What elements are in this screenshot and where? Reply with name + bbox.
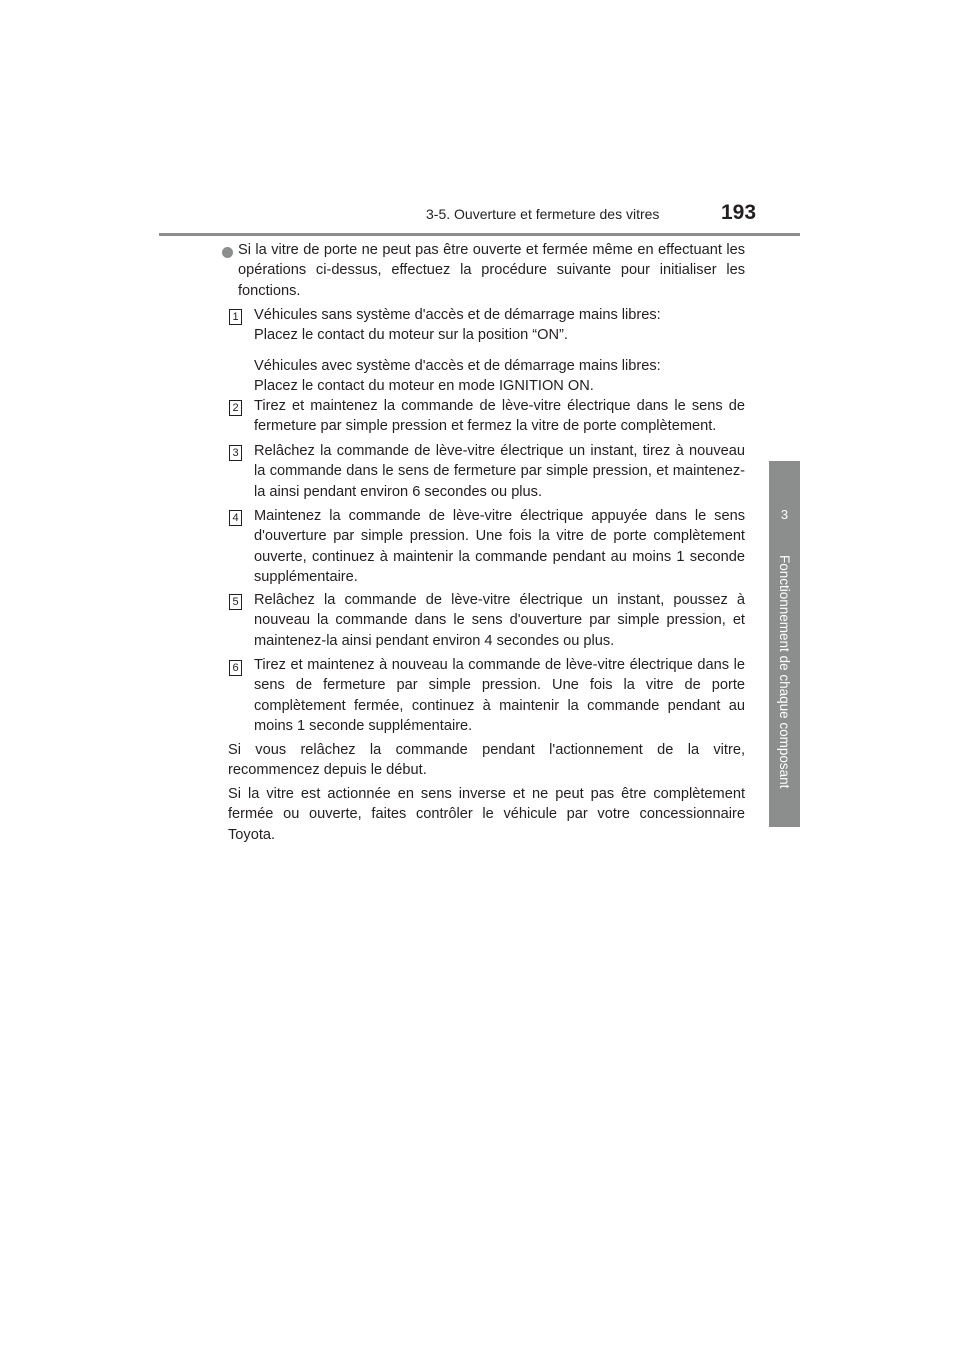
restart-note: Si vous relâchez la commande pendant l'actionnement de la vitre, recommencez depuis le début.	[228, 742, 745, 779]
step-1-line-4: Placez le contact du moteur en mode IGNITION ON.	[254, 378, 594, 395]
step-number-3: 3	[229, 445, 242, 461]
step-3-text: Relâchez la commande de lève-vitre électrique un instant, tirez à nouveau la commande dans le sens de fermeture par simple pression, et maintenez-la ainsi pendant environ 6 secondes ou plus.	[254, 443, 745, 500]
step-1-line-3: Véhicules avec système d'accès et de démarrage mains libres:	[254, 357, 661, 374]
step-2-text: Tirez et maintenez la commande de lève-vitre électrique dans le sens de fermeture par simple pression et fermez la vitre de porte complètement.	[254, 398, 745, 435]
step-number-6: 6	[229, 660, 242, 676]
step-4-text: Maintenez la commande de lève-vitre électrique appuyée dans le sens d'ouverture par simple pression. Une fois la vitre de porte complètement ouverte, continuez à maintenir la commande pendant au moins 1 seconde supplémentaire.	[254, 508, 745, 586]
section-title: 3-5. Ouverture et fermeture des vitres	[426, 206, 660, 222]
dealer-note: Si la vitre est actionnée en sens inverse et ne peut pas être complètement fermée ou ouverte, faites contrôler le véhicule par votre concessionnaire Toyota.	[228, 786, 745, 843]
page-number: 193	[721, 201, 757, 224]
step-1-text	[254, 305, 745, 397]
bullet-icon	[222, 247, 233, 258]
step-number-5: 5	[229, 594, 242, 610]
step-number-2: 2	[229, 400, 242, 416]
step-1-line-1: Véhicules sans système d'accès et de démarrage mains libres:	[254, 307, 661, 323]
step-5-text: Relâchez la commande de lève-vitre électrique un instant, poussez à nouveau la commande dans le sens d'ouverture par simple pression, et maintenez-la ainsi pendant environ 4 secondes ou plus.	[254, 592, 745, 649]
step-number-1: 1	[229, 309, 242, 325]
header-divider	[159, 233, 800, 236]
chapter-number: 3	[780, 507, 789, 522]
step-6-text: Tirez et maintenez à nouveau la commande de lève-vitre électrique dans le sens de fermeture par simple pression. Une fois la vitre de porte complètement fermée, continuez à maintenir la commande pendant au moins 1 seconde supplémentaire.	[254, 657, 745, 735]
step-1-line-2: Placez le contact du moteur sur la position “ON”.	[254, 327, 568, 344]
chapter-title: Fonctionnement de chaque composant	[777, 555, 792, 789]
chapter-side-tab	[769, 461, 800, 827]
step-number-4: 4	[229, 510, 242, 526]
intro-paragraph: Si la vitre de porte ne peut pas être ouverte et fermée même en effectuant les opérations ci-dessus, effectuez la procédure suivante pour initialiser les fonctions.	[238, 242, 745, 299]
